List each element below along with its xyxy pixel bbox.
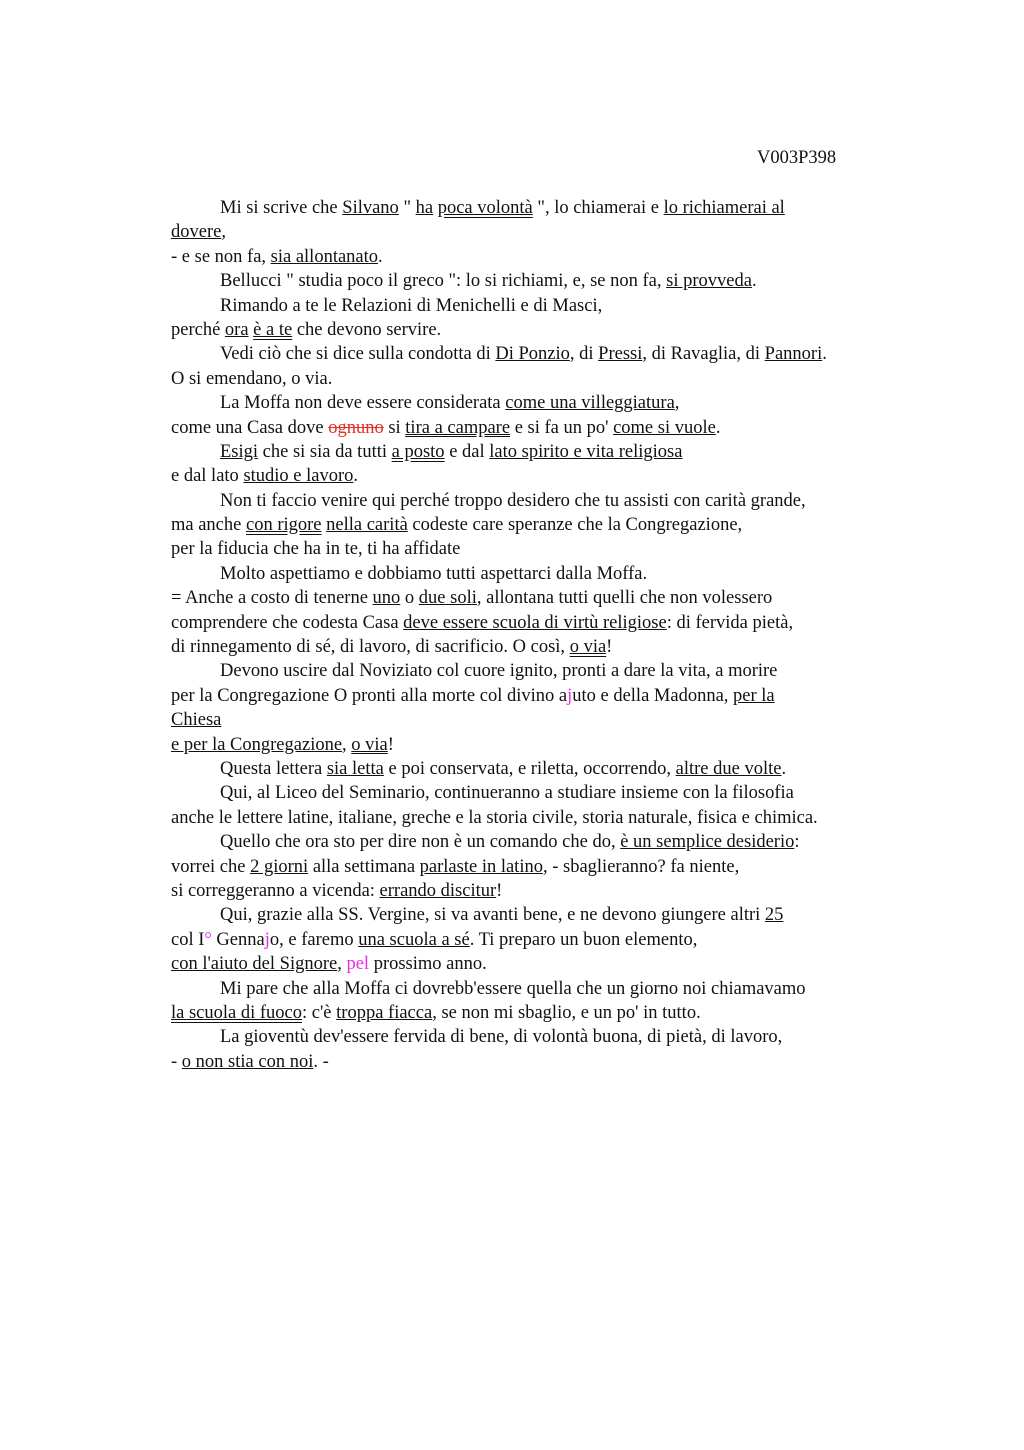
text-segment: . - [313, 1051, 329, 1072]
text-segment: Genna [211, 929, 265, 950]
text-line [171, 440, 911, 464]
text-segment: e dal [444, 441, 490, 462]
underlined-text: Pannori [764, 344, 823, 365]
double-underlined-text: poca volontà [437, 198, 533, 218]
text-segment: . [751, 271, 757, 292]
underlined-text: dovere [171, 222, 222, 243]
text-segment: Non ti faccio venire qui perché troppo desidero che tu assisti con carità grande, [220, 490, 806, 511]
text-segment: . [353, 466, 359, 487]
text-line [171, 220, 911, 244]
underlined-text: troppa fiacca [336, 1002, 433, 1023]
text-segment: Vedi ciò che si dice sulla condotta di [220, 344, 496, 365]
text-line [171, 757, 911, 781]
text-segment: vorrei che [171, 856, 251, 877]
text-segment: ", lo chiamerai e [532, 198, 664, 218]
text-line [171, 635, 911, 659]
text-segment: : [794, 832, 800, 853]
text-segment: Qui, grazie alla SS. Vergine, si va avanti bene, e ne devono giungere altri [220, 905, 765, 926]
text-segment: " [398, 198, 416, 218]
text-segment: e si fa un po' [510, 417, 614, 438]
double-underlined-text: tira a campare [405, 417, 511, 438]
underlined-text: sia allontanato [270, 246, 379, 267]
double-underlined-text: è a te [253, 319, 293, 340]
text-segment: col I [171, 929, 205, 950]
editorial-insertion: j [567, 685, 573, 706]
text-segment: ! [606, 637, 613, 658]
text-segment: uto e della Madonna, [572, 685, 734, 706]
text-line [171, 269, 911, 293]
underlined-text: si provveda [666, 271, 752, 292]
underlined-text: studio e lavoro [243, 466, 354, 487]
text-line [171, 196, 911, 220]
text-line [171, 416, 911, 440]
text-segment: Qui, al Liceo del Seminario, continueranno a studiare insieme con la filosofia [220, 783, 794, 804]
text-segment: Devono uscire dal Noviziato col cuore ignito, pronti a dare la vita, a morire [220, 661, 778, 682]
text-segment: ! [496, 880, 503, 901]
text-segment: . [715, 417, 721, 438]
letter-body [171, 196, 911, 1074]
text-segment: : di fervida pietà, [666, 612, 794, 633]
editorial-insertion: ° [204, 929, 212, 950]
text-segment: Questa lettera [220, 758, 327, 779]
text-segment: ! [387, 734, 394, 755]
text-segment: , [674, 393, 680, 414]
text-segment: o [400, 588, 419, 609]
text-segment: Bellucci " studia poco il greco ": lo si richiami, e, se non fa, [220, 271, 667, 292]
underlined-text: come una villeggiatura [505, 393, 675, 414]
text-segment: , - sbaglieranno? fa niente, [542, 856, 740, 877]
underlined-text: parlaste in latino [419, 856, 543, 877]
editorial-insertion: pel [346, 954, 370, 975]
text-line [171, 464, 911, 488]
underlined-text: deve essere scuola di virtù religiose [403, 612, 667, 633]
text-segment: Rimando a te le Relazioni di Menichelli e di Masci, [220, 295, 603, 316]
text-segment: comprendere che codesta Casa [171, 612, 404, 633]
text-line [171, 367, 911, 391]
underlined-text: è un semplice desiderio [620, 832, 795, 853]
text-segment: , allontana tutti quelli che non volessero [476, 588, 773, 609]
text-line [171, 586, 911, 610]
text-line [171, 781, 911, 805]
underlined-text: con l'aiuto del Signore [171, 954, 338, 975]
text-line [171, 952, 911, 976]
double-underlined-text: la scuola di fuoco [171, 1002, 302, 1023]
underlined-text: o non stia con noi [181, 1051, 314, 1072]
text-segment: si correggeranno a vicenda: [171, 880, 380, 901]
text-segment: - e se non fa, [171, 246, 271, 267]
text-line [171, 294, 911, 318]
text-segment: prossimo anno. [369, 954, 487, 975]
text-line [171, 708, 911, 732]
underlined-text: 25 [764, 905, 784, 926]
underlined-text: ora [224, 319, 249, 340]
underlined-text: Esigi [220, 441, 259, 462]
text-segment: alla settimana [308, 856, 420, 877]
text-line [171, 611, 911, 635]
text-segment: , di [569, 344, 599, 365]
text-segment: per la fiducia che ha in te, ti ha affidate [171, 539, 461, 560]
text-segment: ma anche [171, 515, 246, 536]
underlined-text: come si vuole [613, 417, 716, 438]
text-line [171, 928, 911, 952]
text-segment: . [781, 758, 787, 779]
underlined-text: lo richiamerai al [663, 198, 785, 218]
underlined-text: nella carità [326, 515, 408, 536]
text-segment: per la Congregazione O pronti alla morte col divino a [171, 685, 568, 706]
text-segment: Mi si scrive che [220, 198, 343, 218]
text-segment: : c'è [302, 1002, 337, 1023]
text-line [171, 537, 911, 561]
editorial-insertion: j [264, 929, 270, 950]
underlined-text: ha [415, 198, 434, 218]
text-line [171, 513, 911, 537]
double-underlined-text: o via [569, 637, 607, 658]
text-segment: . Ti preparo un buon elemento, [469, 929, 698, 950]
underlined-text: sia letta [326, 758, 384, 779]
text-segment: . [822, 344, 827, 365]
text-line [171, 318, 911, 342]
text-segment: , [337, 954, 347, 975]
underlined-text: Pressi [598, 344, 643, 365]
underlined-text: per la [733, 685, 775, 706]
underlined-text: Silvano [342, 198, 399, 218]
text-line [171, 391, 911, 415]
text-segment: che devono servire. [292, 319, 442, 340]
page-id: V003P398 [757, 148, 837, 168]
text-segment: perché [171, 319, 225, 340]
double-underlined-text: a posto [391, 441, 445, 462]
text-segment: Quello che ora sto per dire non è un comando che do, [220, 832, 621, 853]
text-line [171, 1001, 911, 1025]
text-segment: Mi pare che alla Moffa ci dovrebb'essere quella che un giorno noi chiamavamo [220, 978, 806, 999]
text-line [171, 684, 911, 708]
text-line [171, 806, 911, 830]
text-line [171, 977, 911, 1001]
text-segment: che si sia da tutti [258, 441, 392, 462]
text-segment: , se non mi sbaglio, e un po' in tutto. [432, 1002, 701, 1023]
underlined-text: una scuola a sé [358, 929, 470, 950]
text-line [171, 1050, 911, 1074]
text-segment: si [383, 417, 406, 438]
text-segment: - [171, 1051, 182, 1072]
text-line [171, 830, 911, 854]
text-line [171, 1025, 911, 1049]
underlined-text: e per la Congregazione [171, 734, 343, 755]
text-line [171, 245, 911, 269]
text-line [171, 489, 911, 513]
deleted-text: ognuno [328, 417, 384, 438]
underlined-text: 2 giorni [250, 856, 309, 877]
underlined-text: uno [372, 588, 401, 609]
underlined-text: altre due volte [675, 758, 782, 779]
text-segment: anche le lettere latine, italiane, greche e la storia civile, storia naturale, fisica e chimica. [171, 807, 818, 828]
text-line [171, 903, 911, 927]
text-segment: codeste care speranze che la Congregazione, [407, 515, 743, 536]
text-segment: come una Casa dove [171, 417, 329, 438]
underlined-text: Di Ponzio [495, 344, 570, 365]
text-line [171, 342, 911, 366]
text-segment: . [378, 246, 383, 267]
text-line [171, 659, 911, 683]
text-line [171, 855, 911, 879]
text-line [171, 879, 911, 903]
double-underlined-text: o via [351, 734, 388, 755]
text-segment: , [342, 734, 352, 755]
text-segment: Molto aspettiamo e dobbiamo tutti aspettarci dalla Moffa. [220, 563, 648, 584]
text-segment: La gioventù dev'essere fervida di bene, di volontà buona, di pietà, di lavoro, [220, 1027, 783, 1048]
underlined-text: errando discitur [379, 880, 497, 901]
text-segment: , [221, 222, 226, 243]
text-line [171, 562, 911, 586]
text-segment: e dal lato [171, 466, 244, 487]
underlined-text: lato spirito e vita religiosa [489, 441, 683, 462]
text-segment: di rinnegamento di sé, di lavoro, di sacrificio. O così, [171, 637, 570, 658]
text-segment: = Anche a costo di tenerne [171, 588, 373, 609]
text-segment: o, e faremo [269, 929, 359, 950]
underlined-text: Chiesa [171, 710, 222, 731]
underlined-text: due soli [418, 588, 477, 609]
text-segment: , di Ravaglia, di [642, 344, 765, 365]
text-segment: La Moffa non deve essere considerata [220, 393, 506, 414]
text-segment: e poi conservata, e riletta, occorrendo, [383, 758, 676, 779]
text-segment: O si emendano, o via. [171, 368, 333, 389]
text-line [171, 733, 911, 757]
double-underlined-text: con rigore [246, 515, 322, 536]
